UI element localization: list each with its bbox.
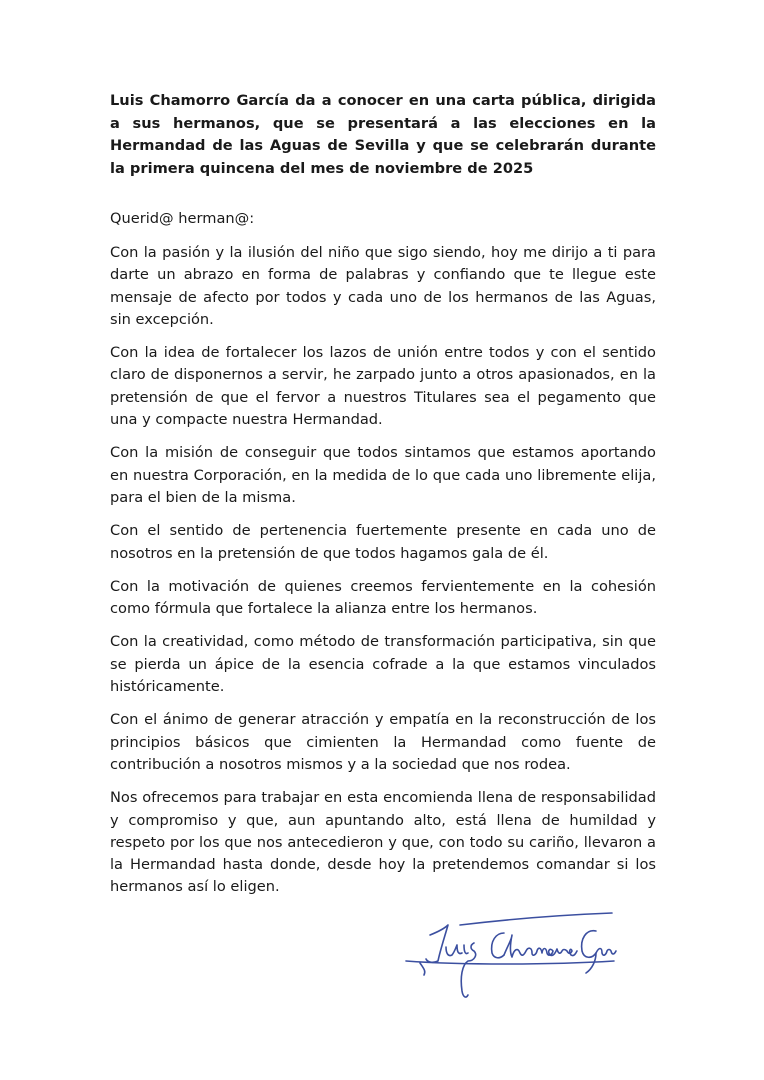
paragraph-3: Con la misión de conseguir que todos sintamos que estamos aportando en nuestra Corporación, en la medida de lo que cada uno libremente elija, para el bien de la misma.: [110, 444, 656, 506]
paragraph-7: Con el ánimo de generar atracción y empatía en la reconstrucción de los principios básicos que cimienten la Hermandad como fuente de contribución a nosotros mismos y a la sociedad que nos rodea.: [110, 711, 656, 773]
paragraph-6: Con la creatividad, como método de transformación participativa, sin que se pierda un ápice de la esencia cofrade a la que estamos vinculados históricamente.: [110, 633, 656, 696]
letter-title: Luis Chamorro García da a conocer en una carta pública, dirigida a sus hermanos, que se presentará a las elecciones en la Hermandad de las Aguas de Sevilla y que se celebrarán durante la primera quincena del mes de noviembre de 2025: [110, 92, 656, 177]
paragraph-1: Con la pasión y la ilusión del niño que sigo siendo, hoy me dirijo a ti para darte un abrazo en forma de palabras y confiando que te llegue este mensaje de afecto por todos y cada uno de los hermanos de las Aguas, sin excepción.: [110, 244, 656, 328]
paragraph-8: Nos ofrecemos para trabajar en esta encomienda llena de responsabilidad y compromiso y que, aun apuntando alto, está llena de humildad y respeto por los que nos antecedieron y que, con todo su cariño, llevaron a la Hermandad hasta donde, desde hoy la pretendemos comandar si los hermanos así lo eligen.: [110, 789, 656, 896]
handwritten-signature: [400, 905, 620, 1010]
paragraph-5: Con la motivación de quienes creemos fervientemente en la cohesión como fórmula que fortalece la alianza entre los hermanos.: [110, 577, 656, 618]
paragraph-4: Con el sentido de pertenencia fuertemente presente en cada uno de nosotros en la pretensión de que todos hagamos gala de él.: [110, 522, 656, 562]
paragraph-2: Con la idea de fortalecer los lazos de unión entre todos y con el sentido claro de disponernos a servir, he zarpado junto a otros apasionados, en la pretensión de que el fervor a nuestros Titulares sea el pegamento que una y compacte nuestra Hermandad.: [110, 344, 656, 429]
letter-greeting: Querid@ herman@:: [110, 210, 255, 227]
letter-body: [110, 90, 656, 910]
